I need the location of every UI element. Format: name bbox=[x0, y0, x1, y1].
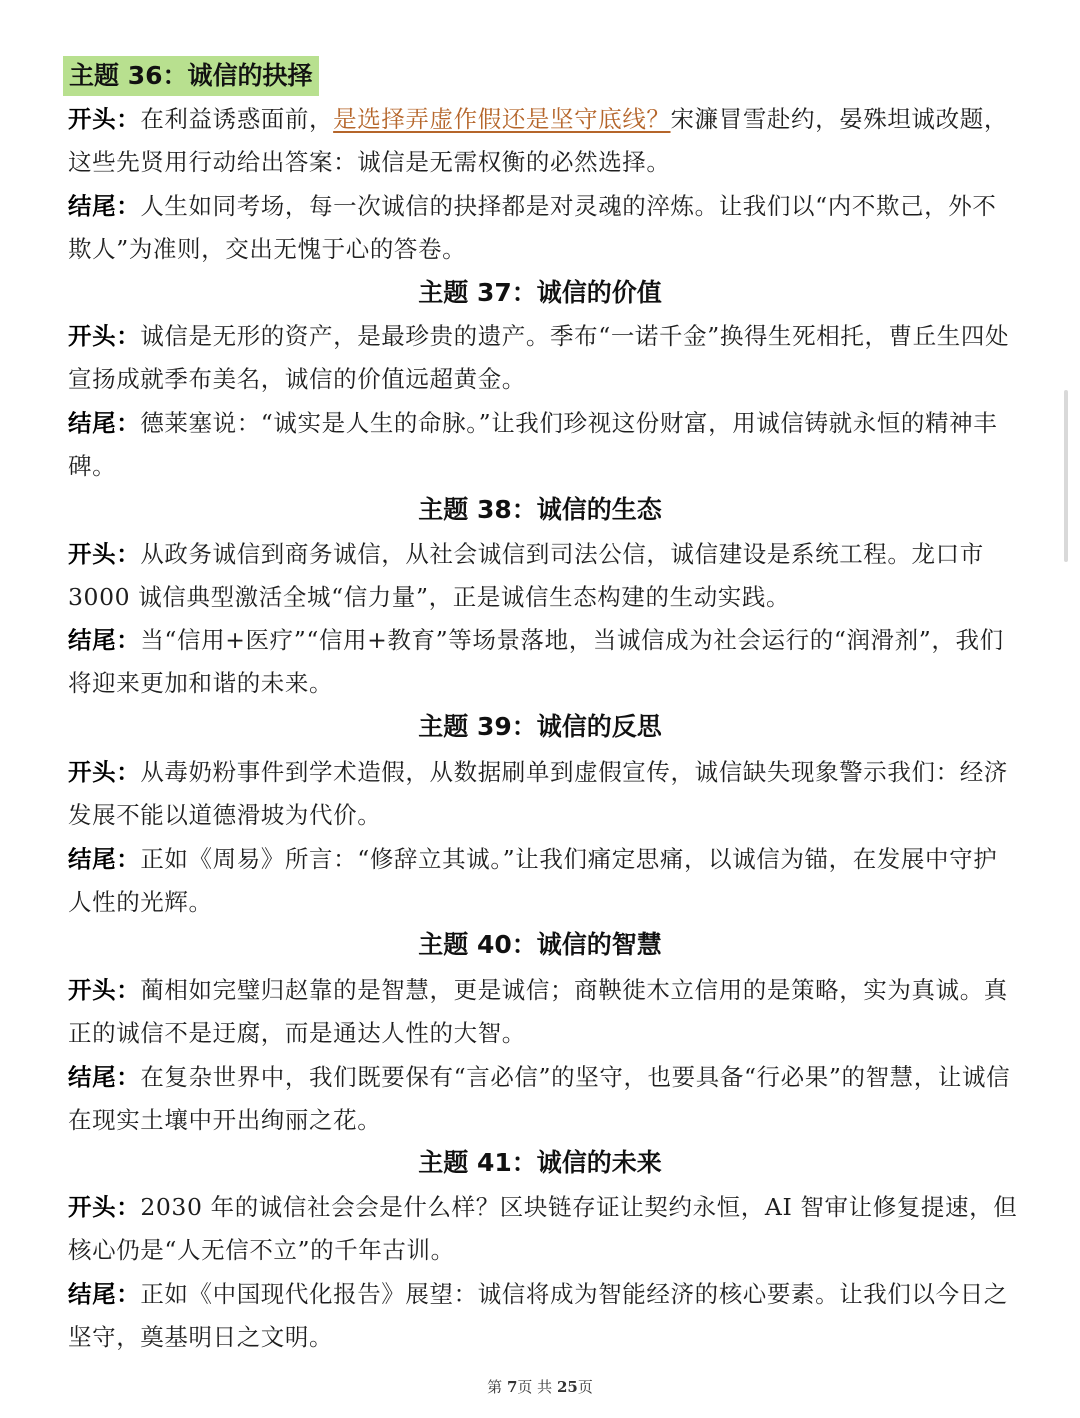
opening-text: 蔺相如完璧归赵靠的是智慧，更是诚信；商鞅徙木立信用的是策略，实为真诚。真正的诚信不是迂腐，而是通达人性的大智。 bbox=[68, 976, 1008, 1047]
scrollbar-thumb[interactable] bbox=[1064, 390, 1068, 562]
topic-39-ending bbox=[68, 838, 1018, 924]
topic-37-ending bbox=[68, 402, 1018, 488]
opening-label: 开头： bbox=[68, 540, 141, 568]
footer-post: 页 bbox=[577, 1378, 593, 1396]
topic-41-opening bbox=[68, 1186, 1018, 1272]
ending-text: 德莱塞说：“诚实是人生的命脉。”让我们珍视这份财富，用诚信铸就永恒的精神丰碑。 bbox=[68, 409, 998, 480]
footer-mid: 页 共 bbox=[517, 1378, 557, 1396]
ending-label: 结尾： bbox=[68, 845, 141, 873]
ending-text: 人生如同考场，每一次诚信的抉择都是对灵魂的淬炼。让我们以“内不欺己，外不欺人”为准则，交出无愧于心的答卷。 bbox=[68, 192, 997, 263]
ending-label: 结尾： bbox=[68, 409, 141, 437]
topic-40-title: 主题 40：诚信的智慧 bbox=[418, 930, 662, 959]
opening-text: 2030 年的诚信社会会是什么样？区块链存证让契约永恒，AI 智审让修复提速，但核心仍是“人无信不立”的千年古训。 bbox=[68, 1193, 1018, 1264]
opening-label: 开头： bbox=[68, 758, 141, 786]
current-page: 7 bbox=[506, 1378, 518, 1396]
ending-text: 当“信用+医疗”“信用+教育”等场景落地，当诚信成为社会运行的“润滑剂”，我们将迎来更加和谐的未来。 bbox=[68, 626, 1004, 697]
ending-text: 在复杂世界中，我们既要保有“言必信”的坚守，也要具备“行必果”的智慧，让诚信在现实土壤中开出绚丽之花。 bbox=[68, 1063, 1011, 1134]
opening-text-pre: 在利益诱惑面前， bbox=[140, 105, 334, 133]
topic-38-opening bbox=[68, 533, 1018, 619]
ending-label: 结尾： bbox=[68, 1063, 141, 1091]
opening-label: 开头： bbox=[68, 322, 141, 350]
footer-pre: 第 bbox=[487, 1378, 507, 1396]
topic-39-opening bbox=[68, 751, 1018, 837]
topic-40-ending bbox=[68, 1056, 1018, 1142]
opening-text: 诚信是无形的资产，是最珍贵的遗产。季布“一诺千金”换得生死相托，曹丘生四处宣扬成就季布美名，诚信的价值远超黄金。 bbox=[68, 322, 1010, 393]
opening-text-post: 宋濂冒雪赴约，晏殊坦诚改题，这些先贤用行动给出答案：诚信是无需权衡的必然选择。 bbox=[68, 105, 1008, 176]
ending-text: 正如《周易》所言：“修辞立其诚。”让我们痛定思痛，以诚信为锚，在发展中守护人性的光辉。 bbox=[68, 845, 998, 916]
topic-39-title: 主题 39：诚信的反思 bbox=[418, 712, 662, 741]
opening-text: 从毒奶粉事件到学术造假，从数据刷单到虚假宣传，诚信缺失现象警示我们：经济发展不能以道德滑坡为代价。 bbox=[68, 758, 1008, 829]
opening-text: 从政务诚信到商务诚信，从社会诚信到司法公信，诚信建设是系统工程。龙口市 3000 诚信典型激活全城“信力量”，正是诚信生态构建的生动实践。 bbox=[68, 540, 984, 611]
topic-40-opening bbox=[68, 969, 1018, 1055]
topic-41-ending bbox=[68, 1273, 1018, 1359]
opening-label: 开头： bbox=[68, 976, 141, 1004]
total-pages: 25 bbox=[556, 1378, 578, 1396]
page-number-footer bbox=[0, 1376, 1080, 1397]
topic-37-opening bbox=[68, 315, 1018, 401]
topic-36-title: 主题 36：诚信的抉择 bbox=[63, 56, 319, 96]
highlighted-question: 是选择弄虚作假还是坚守底线？ bbox=[333, 105, 671, 133]
opening-label: 开头： bbox=[68, 1193, 141, 1221]
topic-41-title: 主题 41：诚信的未来 bbox=[418, 1148, 662, 1177]
ending-label: 结尾： bbox=[68, 626, 141, 654]
topic-37-title: 主题 37：诚信的价值 bbox=[418, 278, 662, 307]
opening-label: 开头： bbox=[68, 105, 141, 133]
topic-38-title: 主题 38：诚信的生态 bbox=[418, 495, 662, 524]
topic-36-opening bbox=[68, 98, 1018, 184]
ending-text: 正如《中国现代化报告》展望：诚信将成为智能经济的核心要素。让我们以今日之坚守，奠基明日之文明。 bbox=[68, 1280, 1008, 1351]
topic-38-ending bbox=[68, 619, 1018, 705]
ending-label: 结尾： bbox=[68, 1280, 141, 1308]
ending-label: 结尾： bbox=[68, 192, 141, 220]
topic-36-ending bbox=[68, 185, 1018, 271]
